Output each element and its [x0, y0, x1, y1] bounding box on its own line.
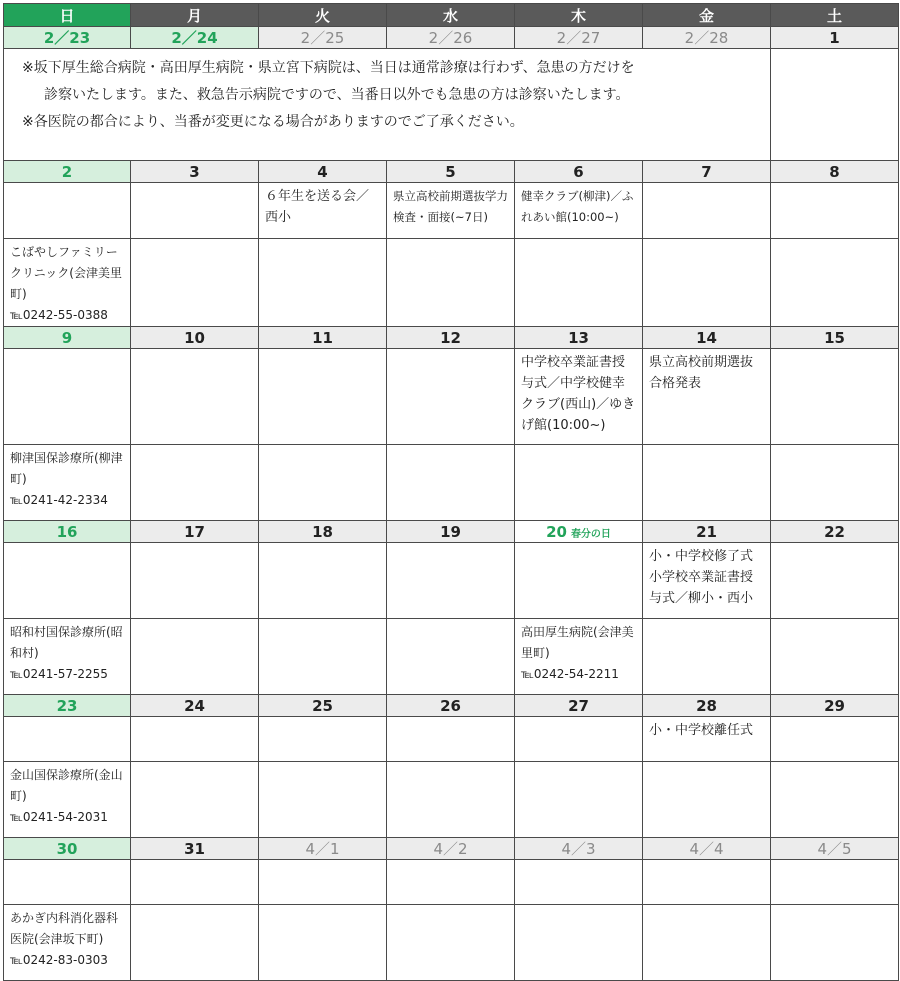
event-cell [387, 860, 515, 905]
empty-cell [771, 49, 899, 161]
date-cell: 30 [4, 838, 131, 860]
event-cell [643, 349, 771, 445]
event-cell [643, 543, 771, 619]
duty-doctor [515, 619, 642, 685]
event-cell [259, 349, 387, 445]
event-cell [515, 183, 643, 239]
doctor-tel: ℡0242-54-2211 [521, 667, 619, 681]
event-cell [771, 860, 899, 905]
event-cell [131, 860, 259, 905]
doctor-row [4, 445, 899, 521]
weekday-sat: 土 [771, 4, 899, 27]
date-cell: 29 [771, 695, 899, 717]
date-cell: 19 [387, 521, 515, 543]
empty-cell [515, 239, 643, 327]
date-cell: 18 [259, 521, 387, 543]
doctor-tel: ℡0241-57-2255 [10, 667, 108, 681]
weekday-thu: 木 [515, 4, 643, 27]
event-cell [771, 543, 899, 619]
doctor-cell [4, 445, 131, 521]
date-row [4, 838, 899, 860]
doctor-row [4, 762, 899, 838]
date-cell: 21 [643, 521, 771, 543]
date-cell: 4／4 [643, 838, 771, 860]
empty-cell [643, 619, 771, 695]
empty-cell [387, 762, 515, 838]
notice-text [4, 49, 770, 136]
date-cell: 23 [4, 695, 131, 717]
calendar-table [3, 3, 899, 981]
date-cell: 13 [515, 327, 643, 349]
weekday-fri: 金 [643, 4, 771, 27]
date-number: 20 [546, 522, 567, 541]
empty-cell [771, 239, 899, 327]
date-cell: 3 [131, 161, 259, 183]
empty-cell [643, 445, 771, 521]
empty-cell [771, 905, 899, 981]
date-cell: 26 [387, 695, 515, 717]
empty-cell [515, 905, 643, 981]
event-text: 健幸クラブ(柳津)／ふれあい館(10:00~) [521, 189, 634, 224]
date-row [4, 27, 899, 49]
event-cell [515, 717, 643, 762]
event-cell [771, 349, 899, 445]
event-cell [131, 349, 259, 445]
event-cell [515, 860, 643, 905]
empty-cell [131, 619, 259, 695]
date-cell: 2／26 [387, 27, 515, 49]
date-cell: 28 [643, 695, 771, 717]
event-cell [131, 717, 259, 762]
weekday-tue: 火 [259, 4, 387, 27]
date-cell: 15 [771, 327, 899, 349]
empty-cell [771, 762, 899, 838]
empty-cell [387, 445, 515, 521]
duty-doctor [4, 445, 130, 511]
event-text: ６年生を送る会／西小 [265, 189, 370, 225]
empty-cell [131, 239, 259, 327]
empty-cell [643, 762, 771, 838]
date-cell: 11 [259, 327, 387, 349]
event-cell [131, 543, 259, 619]
event-cell [4, 543, 131, 619]
weekday-header-row [4, 4, 899, 27]
date-row [4, 521, 899, 543]
doctor-cell [4, 619, 131, 695]
date-cell: 10 [131, 327, 259, 349]
doctor-name: 柳津国保診療所(柳津町) [10, 451, 123, 486]
date-cell: 4／2 [387, 838, 515, 860]
doctor-name: こばやしファミリークリニック(会津美里町) [10, 245, 122, 301]
doctor-name: 高田厚生病院(会津美里町) [521, 625, 634, 660]
event-text: 小・中学校離任式 [649, 723, 754, 738]
doctor-cell [515, 619, 643, 695]
doctor-name: 金山国保診療所(金山町) [10, 768, 123, 803]
event-cell [387, 183, 515, 239]
empty-cell [131, 445, 259, 521]
doctor-tel: ℡0241-54-2031 [10, 810, 108, 824]
date-cell: 12 [387, 327, 515, 349]
duty-doctor [4, 619, 130, 685]
notice-line: 診察いたします。また、救急告示病院ですので、当番日以外でも急患の方は診察いたします。 [44, 87, 630, 103]
event-row [4, 717, 899, 762]
empty-cell [771, 445, 899, 521]
date-cell: 1 [771, 27, 899, 49]
doctor-row [4, 905, 899, 981]
notice-line: ※坂下厚生総合病院・高田厚生病院・県立宮下病院は、当日は通常診療は行わず、急患の方だけを [22, 60, 635, 76]
empty-cell [259, 905, 387, 981]
date-cell: 2／23 [4, 27, 131, 49]
date-cell: 14 [643, 327, 771, 349]
event-row [4, 860, 899, 905]
empty-cell [259, 445, 387, 521]
duty-doctor [4, 762, 130, 828]
doctor-tel: ℡0242-83-0303 [10, 953, 108, 967]
event-text: 県立高校前期選抜合格発表 [649, 355, 754, 391]
empty-cell [515, 445, 643, 521]
empty-cell [643, 905, 771, 981]
event-cell [643, 717, 771, 762]
date-cell: 2 [4, 161, 131, 183]
holiday-name: 春分の日 [570, 528, 611, 540]
weekday-mon: 月 [131, 4, 259, 27]
date-cell: 6 [515, 161, 643, 183]
event-cell [4, 717, 131, 762]
date-cell: 22 [771, 521, 899, 543]
date-cell: 25 [259, 695, 387, 717]
date-cell: 5 [387, 161, 515, 183]
date-cell: 2／24 [131, 27, 259, 49]
date-row [4, 327, 899, 349]
date-cell: 4 [259, 161, 387, 183]
date-cell: 4／3 [515, 838, 643, 860]
event-cell [259, 183, 387, 239]
date-cell: 4／5 [771, 838, 899, 860]
empty-cell [131, 762, 259, 838]
event-text: 小・中学校修了式小学校卒業証書授与式／柳小・西小 [649, 549, 754, 606]
event-cell [259, 543, 387, 619]
weekday-sun: 日 [4, 4, 131, 27]
event-cell [643, 183, 771, 239]
doctor-row [4, 239, 899, 327]
event-row [4, 543, 899, 619]
doctor-cell [4, 762, 131, 838]
event-cell [131, 183, 259, 239]
doctor-cell [4, 905, 131, 981]
notice-line: ※各医院の都合により、当番が変更になる場合がありますのでご了承ください。 [22, 114, 524, 130]
date-cell: 31 [131, 838, 259, 860]
date-cell: 27 [515, 695, 643, 717]
empty-cell [387, 619, 515, 695]
event-cell [259, 717, 387, 762]
doctor-tel: ℡0242-55-0388 [10, 308, 108, 322]
empty-cell [387, 905, 515, 981]
event-cell [4, 349, 131, 445]
event-cell [515, 543, 643, 619]
event-cell [771, 717, 899, 762]
empty-cell [259, 619, 387, 695]
date-cell: 2／25 [259, 27, 387, 49]
event-cell [643, 860, 771, 905]
date-cell: 17 [131, 521, 259, 543]
event-cell [4, 183, 131, 239]
empty-cell [259, 762, 387, 838]
event-cell [771, 183, 899, 239]
empty-cell [387, 239, 515, 327]
notice-row [4, 49, 899, 161]
duty-doctor [4, 905, 130, 971]
event-row [4, 349, 899, 445]
date-row [4, 695, 899, 717]
empty-cell [643, 239, 771, 327]
date-cell: 2／28 [643, 27, 771, 49]
date-cell: 24 [131, 695, 259, 717]
event-cell [515, 349, 643, 445]
date-row [4, 161, 899, 183]
empty-cell [515, 762, 643, 838]
doctor-name: あかぎ内科消化器科医院(会津坂下町) [10, 911, 119, 946]
event-text: 中学校卒業証書授与式／中学校健幸クラブ(西山)／ゆきげ館(10:00~) [521, 355, 636, 433]
date-cell: 7 [643, 161, 771, 183]
date-cell: 16 [4, 521, 131, 543]
doctor-tel: ℡0241-42-2334 [10, 493, 108, 507]
event-cell [259, 860, 387, 905]
date-cell: 4／1 [259, 838, 387, 860]
notice-cell [4, 49, 771, 161]
event-row [4, 183, 899, 239]
duty-doctor [4, 239, 130, 326]
doctor-row [4, 619, 899, 695]
weekday-wed: 水 [387, 4, 515, 27]
holiday-date-cell [515, 521, 643, 543]
date-cell: 2／27 [515, 27, 643, 49]
doctor-name: 昭和村国保診療所(昭和村) [10, 625, 123, 660]
event-cell [4, 860, 131, 905]
doctor-cell [4, 239, 131, 327]
empty-cell [771, 619, 899, 695]
empty-cell [259, 239, 387, 327]
event-text: 県立高校前期選抜学力検査・面接(~7日) [393, 189, 508, 224]
date-cell: 8 [771, 161, 899, 183]
date-cell: 9 [4, 327, 131, 349]
event-cell [387, 349, 515, 445]
event-cell [387, 543, 515, 619]
event-cell [387, 717, 515, 762]
empty-cell [131, 905, 259, 981]
